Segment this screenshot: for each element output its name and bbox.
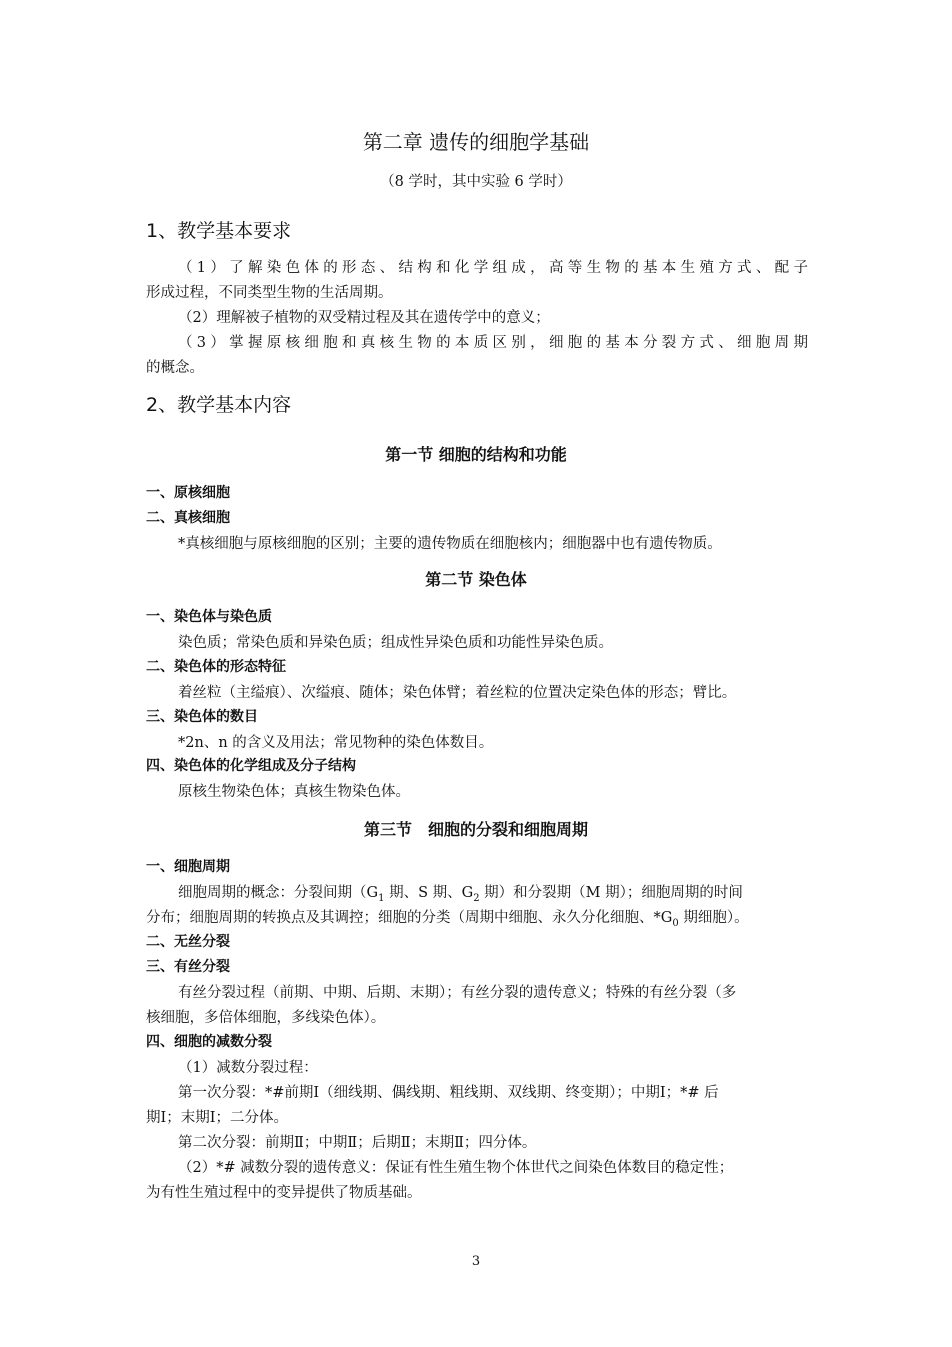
section-3-paragraph-1-line-1: 细胞周期的概念：分裂间期（$G_1$ 期、S 期、$G_2$ 期）和分裂期（M 期）；细胞周期的时间 bbox=[178, 885, 743, 904]
section-2-title: 第二节 染色体 bbox=[425, 570, 527, 589]
section-3-heading-2: 二、无丝分裂 bbox=[146, 934, 230, 950]
section-2-paragraph-4: 原核生物染色体；真核生物染色体。 bbox=[178, 784, 410, 800]
chapter-title: 第二章 遗传的细胞学基础 bbox=[362, 130, 590, 154]
section-3-paragraph-4-4-line-2: 为有性生殖过程中的变异提供了物质基础。 bbox=[146, 1185, 422, 1201]
section-3-paragraph-1-line-2: 分布；细胞周期的转换点及其调控；细胞的分类（周期中细胞、永久分化细胞、$*G_0$ 期细胞）。 bbox=[146, 910, 749, 929]
section-1-heading-2: 二、真核细胞 bbox=[146, 510, 230, 526]
section-3-paragraph-4-2-line-2: 期Ⅰ；末期Ⅰ；二分体。 bbox=[146, 1110, 288, 1126]
heading-content: 2、教学基本内容 bbox=[146, 394, 292, 416]
section-3-paragraph-4-4-line-1: （2）*# 减数分裂的遗传意义：保证有性生殖生物个体世代之间染色体数目的稳定性； bbox=[178, 1160, 734, 1176]
page-number: 3 bbox=[471, 1254, 481, 1269]
requirement-1-line-1: （1）了解染色体的形态、结构和化学组成，高等生物的基本生殖方式、配子 bbox=[178, 260, 808, 276]
section-2-heading-4: 四、染色体的化学组成及分子结构 bbox=[146, 758, 356, 774]
chapter-subtitle: （8 学时，其中实验 6 学时） bbox=[380, 174, 572, 190]
section-2-paragraph-2: 着丝粒（主缢痕）、次缢痕、随体；染色体臂；着丝粒的位置决定染色体的形态；臂比。 bbox=[178, 685, 737, 701]
section-3-heading-4: 四、细胞的减数分裂 bbox=[146, 1034, 272, 1050]
section-3-title: 第三节 细胞的分裂和细胞周期 bbox=[363, 820, 588, 839]
requirement-2: （2）理解被子植物的双受精过程及其在遗传学中的意义； bbox=[178, 310, 550, 326]
requirement-3-line-2: 的概念。 bbox=[146, 360, 204, 376]
section-3-heading-1: 一、细胞周期 bbox=[146, 859, 230, 875]
section-2-paragraph-3: *2n、n 的含义及用法；常见物种的染色体数目。 bbox=[178, 735, 494, 751]
section-3-paragraph-3-line-2: 核细胞，多倍体细胞，多线染色体）。 bbox=[146, 1010, 386, 1026]
section-2-heading-1: 一、染色体与染色质 bbox=[146, 609, 272, 625]
section-2-heading-2: 二、染色体的形态特征 bbox=[146, 659, 286, 675]
section-3-paragraph-3-line-1: 有丝分裂过程（前期、中期、后期、末期）；有丝分裂的遗传意义；特殊的有丝分裂（多 bbox=[178, 985, 737, 1001]
section-1-paragraph-2: *真核细胞与原核细胞的区别；主要的遗传物质在细胞核内；细胞器中也有遗传物质。 bbox=[178, 536, 722, 552]
requirement-3-line-1: （3）掌握原核细胞和真核生物的本质区别，细胞的基本分裂方式、细胞周期 bbox=[178, 335, 808, 351]
section-3-heading-3: 三、有丝分裂 bbox=[146, 959, 230, 975]
heading-requirements: 1、教学基本要求 bbox=[146, 220, 292, 242]
section-2-paragraph-1: 染色质；常染色质和异染色质；组成性异染色质和功能性异染色质。 bbox=[178, 635, 613, 651]
section-2-heading-3: 三、染色体的数目 bbox=[146, 709, 258, 725]
section-1-title: 第一节 细胞的结构和功能 bbox=[385, 445, 567, 464]
section-3-paragraph-4-2-line-1: 第一次分裂：*#前期Ⅰ（细线期、偶线期、粗线期、双线期、终变期）；中期Ⅰ；*# 后 bbox=[178, 1085, 719, 1101]
section-3-paragraph-4-3: 第二次分裂：前期Ⅱ；中期Ⅱ；后期Ⅱ；末期Ⅱ；四分体。 bbox=[178, 1135, 537, 1151]
section-1-heading-1: 一、原核细胞 bbox=[146, 485, 230, 501]
section-3-paragraph-4-1: （1）减数分裂过程： bbox=[178, 1060, 318, 1076]
requirement-1-line-2: 形成过程，不同类型生物的生活周期。 bbox=[146, 285, 393, 301]
